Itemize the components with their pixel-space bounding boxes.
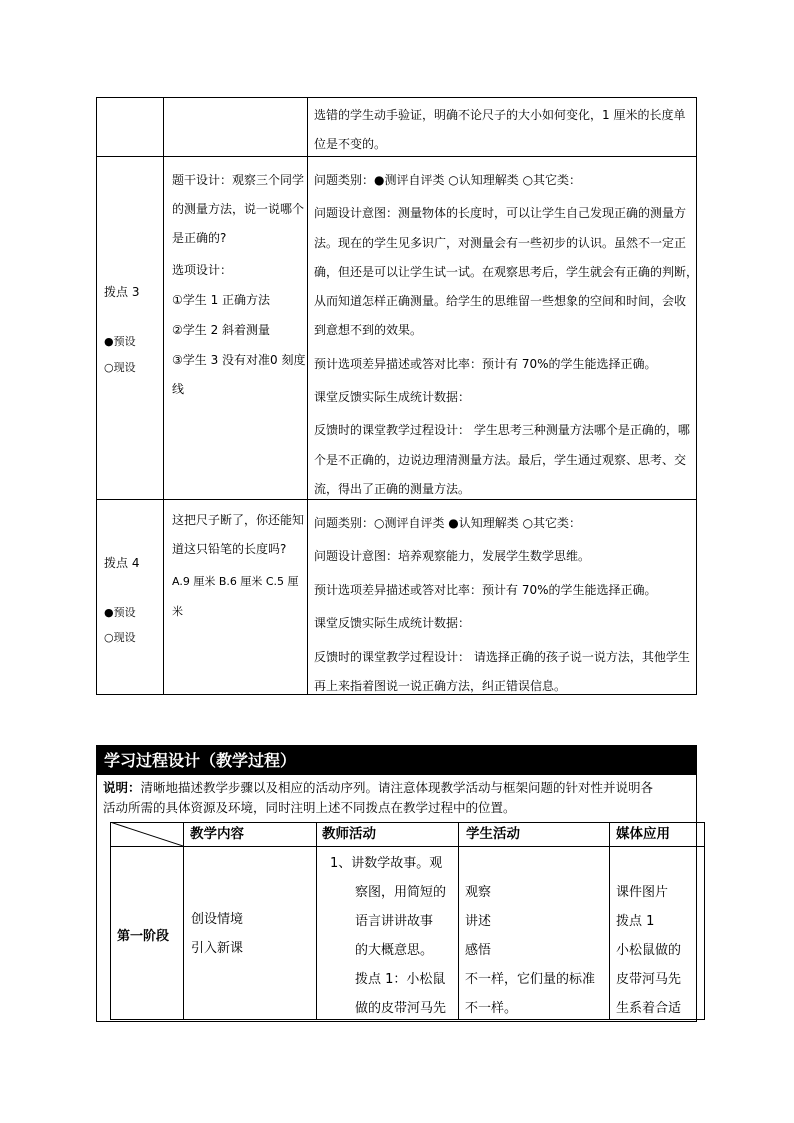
teacher-line: 做的皮带河马先 [355,1001,447,1016]
row1-detail-line: 法。现在的学生见多识广，对测量会有一些初步的认识。虽然不一定正 [314,236,687,250]
header-student: 学生活动 [466,826,520,842]
row2-category: 问题类别：○测评自评类 ●认知理解类 ○其它类： [314,516,582,530]
header-teacher: 教师活动 [322,826,376,842]
row1-option-3-cont: 线 [172,382,185,396]
header-content: 教学内容 [190,826,244,842]
row2-options: A.9 厘米 B.6 厘米 C.5 厘 [172,575,299,588]
teacher-line: 察图，用简短的 [355,885,447,900]
header-media: 媒体应用 [616,826,670,842]
row1-feedback-design: 反馈时的课堂教学过程设计： 学生思考三种测量方法哪个是正确的，哪 [314,423,690,437]
actual-radio-4: ○现设 [104,631,136,644]
note-label: 说明： [103,780,141,795]
row1-detail-line: 确，但还是可以让学生试一试。在观察思考后，学生就会有正确的判断， [314,265,699,279]
row1-feedback-stats: 课堂反馈实际生成统计数据： [314,390,471,404]
row1-detail-line: 从而知道怎样正确测量。给学生的思维留一些想象的空间和时间，会收 [314,294,687,308]
row1-option-3: ③学生 3 没有对准0 刻度 [172,353,306,367]
student-line: 讲述 [465,914,492,929]
teacher-line: 语言讲讲故事 [355,914,434,929]
row1-option-2: ②学生 2 斜着测量 [172,323,271,337]
note-line-1 [103,778,653,798]
teacher-line: 的大概意思。 [355,943,434,958]
row2-stem-line: 道这只铅笔的长度吗? [172,542,287,556]
student-line: 不一样。 [465,1001,518,1016]
row2-detail-line: 再上来指着图说一说正确方法，纠正错误信息。 [314,679,567,693]
note-line-2: 活动所需的具体资源及环境，同时注明上述不同拨点在教学过程中的位置。 [103,800,516,815]
media-line: 小松鼠做的 [616,943,682,958]
row2-stem-line: 这把尺子断了，你还能知 [172,513,305,527]
row1-stem-line: 选项设计： [172,263,233,277]
media-line: 皮带河马先 [616,972,682,987]
row1-detail-line: 问题设计意图：测量物体的长度时，可以让学生自己发现正确的测量方 [314,206,687,220]
content-line: 引入新课 [191,941,244,956]
row0-line-2: 位是不变的。 [314,137,387,151]
row2-options-cont: 米 [172,605,183,618]
point-label-3: 拨点 3 [104,285,140,299]
preset-radio-4: ●预设 [104,606,136,619]
student-line: 观察 [465,885,492,900]
student-line: 感悟 [465,943,492,958]
row1-stem-line: 是正确的? [172,231,227,245]
row1-expected-rate: 预计选项差异描述或答对比率：预计有 70%的学生能选择正确。 [314,357,657,371]
row2-expected-rate: 预计选项差异描述或答对比率：预计有 70%的学生能选择正确。 [314,583,657,597]
diagonal-header-slash [110,822,183,846]
row2-detail-line: 问题设计意图：培养观察能力，发展学生数学思维。 [314,549,591,563]
note-text-1: 清晰地描述教学步骤以及相应的活动序列。请注意体现教学活动与框架问题的针对性并说明各 [140,780,654,795]
row1-stem-line: 题干设计：观察三个同学 [172,173,305,187]
row1-option-1: ①学生 1 正确方法 [172,293,271,307]
row1-detail-line: 个是不正确的，边说边理清测量方法。最后，学生通过观察、思考、交 [314,453,687,467]
section-title: 学习过程设计（教学过程） [97,746,696,775]
point-label-4: 拨点 4 [104,556,140,570]
row2-feedback-design: 反馈时的课堂教学过程设计： 请选择正确的孩子说一说方法，其他学生 [314,650,690,664]
row2-feedback-stats: 课堂反馈实际生成统计数据： [314,616,471,630]
media-line: 生系着合适 [616,1001,682,1016]
teacher-line: 拨点 1：小松鼠 [355,972,446,987]
student-line: 不一样，它们量的标准 [465,972,596,987]
row1-stem-line: 的测量方法，说一说哪个 [172,202,305,216]
actual-radio-3: ○现设 [104,361,136,374]
media-line: 拨点 1 [616,914,655,929]
media-line: 课件图片 [616,885,669,900]
row1-detail-line: 到意想不到的效果。 [314,323,423,337]
content-line: 创设情境 [191,912,244,927]
preset-radio-3: ●预设 [104,335,136,348]
row1-category: 问题类别：●测评自评类 ○认知理解类 ○其它类： [314,173,582,187]
stage-label: 第一阶段 [117,929,170,944]
row0-line-1: 选错的学生动手验证，明确不论尺子的大小如何变化，1 厘米的长度单 [314,108,686,122]
row1-detail-line: 流，得出了正确的测量方法。 [314,482,471,496]
teacher-line: 1、讲数学故事。观 [330,856,443,871]
